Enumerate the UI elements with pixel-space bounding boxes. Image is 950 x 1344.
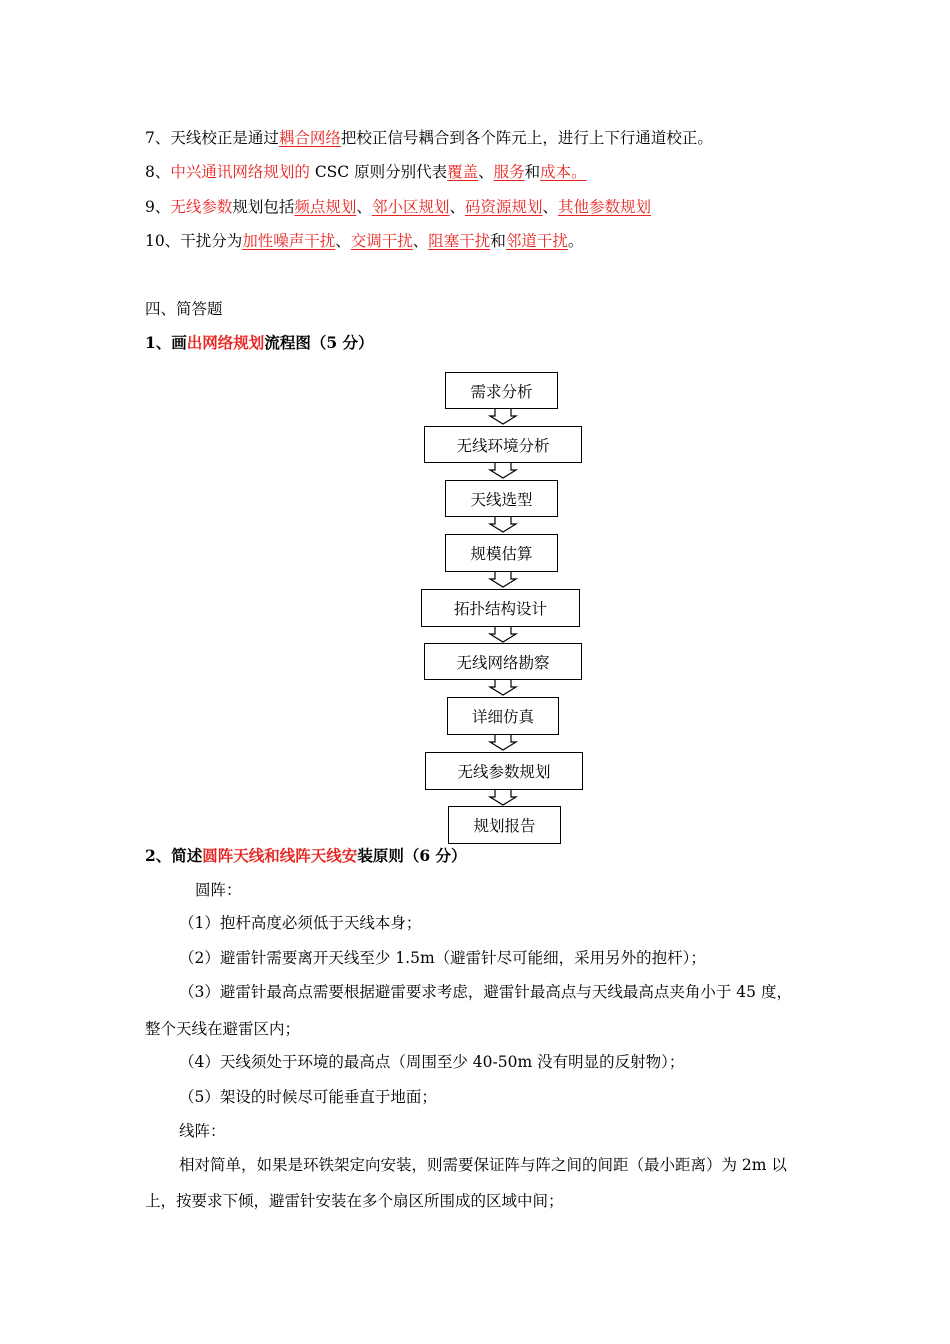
q9-number: 9、 (145, 198, 171, 216)
q2-text-1: 2、简述 (145, 846, 203, 865)
circular-item-5: （5）架设的时候尽可能垂直于地面； (179, 1088, 437, 1106)
section-heading: 四、简答题 (145, 300, 223, 318)
q8-sep-1: 、 (478, 163, 494, 181)
circular-item-2: （2）避雷针需要离开天线至少 1.5m（避雷针尽可能细，采用另外的抱杆）； (179, 949, 706, 967)
linear-text-line-2: 上，按要求下倾，避雷针安装在多个扇区所围成的区域中间； (145, 1192, 564, 1210)
flow-arrow-8 (490, 789, 516, 805)
q9-answer-2: 邻小区规划 (371, 198, 450, 216)
q10-answer-2: 交调干扰 (350, 232, 413, 250)
q10-sep-4: 。 (567, 232, 584, 250)
flow-step-9: 规划报告 (448, 806, 561, 844)
q8-sep-2: 和 (524, 163, 541, 181)
q9-answer-3: 码资源规划 (464, 198, 543, 216)
q10-text-1: 10、干扰分为 (145, 232, 243, 250)
q7-text-1: 7、天线校正是通过 (145, 129, 279, 147)
q8-answer-1: 覆盖 (447, 163, 479, 181)
q9-answer-4: 其他参数规划 (558, 198, 652, 216)
q9-red-text: 无线参数 (170, 198, 233, 216)
q8-red-text: 中兴通讯网络规划的 (170, 163, 310, 181)
flow-step-6: 无线网络勘察 (424, 643, 582, 680)
flow-arrow-1 (490, 408, 516, 424)
q1-red-text: 出网络规划 (186, 333, 265, 352)
q8-answer-3: 成本。 (540, 163, 587, 181)
q10-answer-3: 阻塞干扰 (428, 232, 491, 250)
flow-step-5: 拓扑结构设计 (421, 589, 580, 627)
linear-text-line-1: 相对简单，如果是环铁架定向安装，则需要保证阵与阵之间的间距（最小距离）为 2m 以 (179, 1156, 787, 1174)
flow-arrow-2 (490, 462, 516, 478)
question-2-heading (145, 844, 467, 866)
q7-text-2: 把校正信号耦合到各个阵元上，进行上下行通道校正。 (340, 129, 713, 147)
q2-text-2: 装原则（6 分） (357, 846, 467, 865)
q8-text-2: CSC 原则分别代表 (309, 163, 448, 181)
q8-answer-2: 服务 (493, 163, 525, 181)
q2-red-text: 圆阵天线和线阵天线安 (202, 846, 358, 865)
flow-arrow-5 (490, 626, 516, 642)
circular-array-label: 圆阵： (195, 881, 242, 899)
q1-text-1: 1、画 (145, 333, 187, 352)
q9-sep-3: 、 (542, 198, 558, 216)
q9-text-2: 规划包括 (232, 198, 295, 216)
q9-answer-1: 频点规划 (294, 198, 357, 216)
flow-step-8: 无线参数规划 (425, 752, 583, 790)
circular-item-4: （4）天线须处于环境的最高点（周围至少 40-50m 没有明显的反射物）； (179, 1053, 685, 1071)
flow-step-2: 无线环境分析 (424, 426, 582, 463)
flow-step-7: 详细仿真 (447, 697, 559, 735)
flow-step-3: 天线选型 (445, 480, 558, 517)
flow-arrow-6 (490, 679, 516, 695)
flow-arrow-4 (490, 571, 516, 587)
q1-text-2: 流程图（5 分） (264, 333, 374, 352)
q8-number: 8、 (145, 163, 171, 181)
linear-array-label: 线阵： (179, 1122, 226, 1140)
flow-arrow-7 (490, 734, 516, 750)
q7-answer-1: 耦合网络 (278, 129, 341, 147)
flow-step-4: 规模估算 (445, 534, 558, 572)
flow-step-1: 需求分析 (445, 372, 558, 409)
q10-answer-1: 加性噪声干扰 (242, 232, 336, 250)
q10-sep-1: 、 (335, 232, 351, 250)
circular-item-3-line-1: （3）避雷针最高点需要根据避雷要求考虑，避雷针最高点与天线最高点夹角小于 45 度， (179, 983, 792, 1001)
q10-sep-2: 、 (412, 232, 429, 250)
q10-answer-4: 邻道干扰 (505, 232, 568, 250)
flow-arrow-3 (490, 516, 516, 532)
circular-item-1: （1）抱杆高度必须低于天线本身； (179, 914, 422, 932)
circular-item-3-line-2: 整个天线在避雷区内； (145, 1020, 301, 1038)
q9-sep-2: 、 (449, 198, 465, 216)
q10-sep-3: 和 (490, 232, 506, 250)
q9-sep-1: 、 (356, 198, 372, 216)
